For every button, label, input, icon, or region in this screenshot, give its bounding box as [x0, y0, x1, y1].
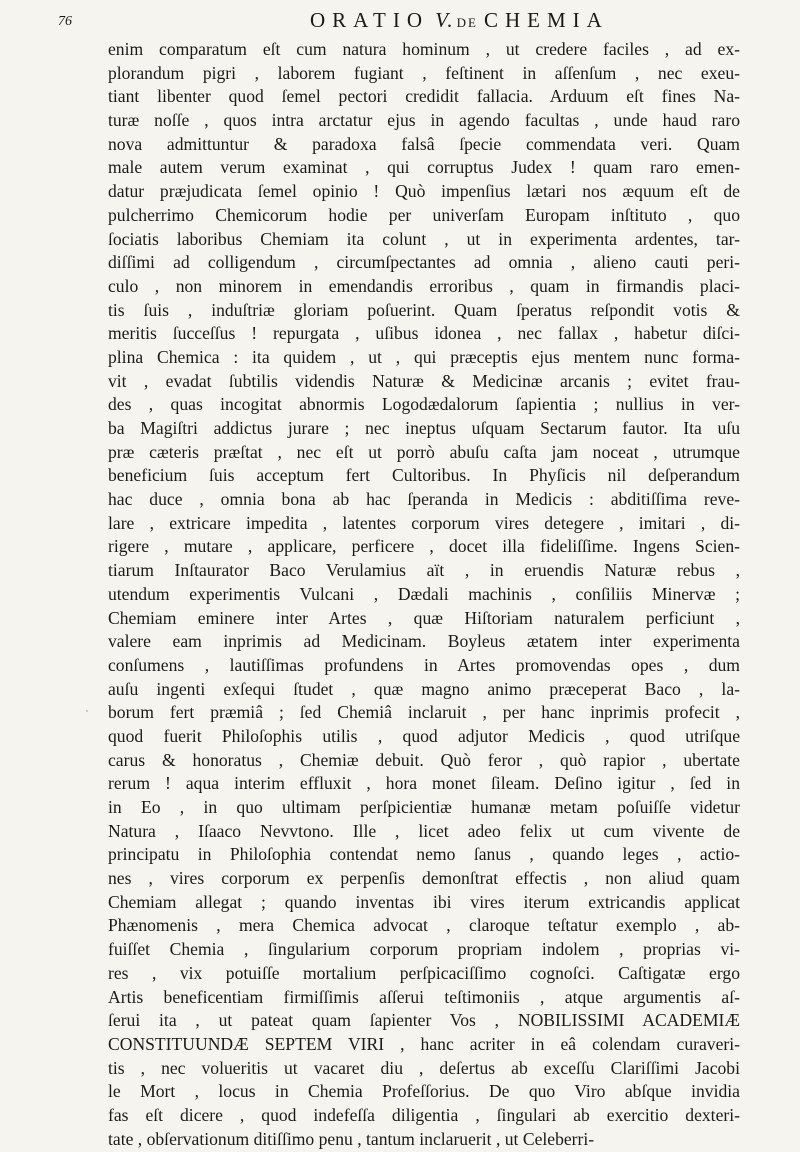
text-line: plina Chemica : ita quidem , ut , qui præceptis ejus mentem nunc forma- [108, 346, 740, 367]
text-line: tis , nec volueritis ut vacaret diu , deſertus ab exceſſu Clariſſimi Jacobi [108, 1057, 740, 1078]
text-line: carus & honoratus , Chemiæ debuit. Quò feror , quò rapior , ubertate [108, 749, 740, 770]
text-line: diſſimi ad colligendum , circumſpectantes ad omnia , alieno cauti peri- [108, 252, 740, 273]
text-line: rigere , mutare , applicare, perficere , docet illa fideliſſime. Ingens Scien- [108, 536, 740, 557]
text-line: tiant libenter quod ſemel pectori credidit fallacia. Arduum eſt fines Na- [108, 86, 740, 107]
text-line: fas eſt dicere , quod indefeſſa diligentia , ſingulari ab exercitio dexteri- [108, 1104, 740, 1125]
text-line: conſumens , lautiſſimas profundens in Artes promovendas opes , dum [108, 654, 740, 675]
text-line: tiarum Inſtaurator Baco Verulamius aït , in eruendis Naturæ rebus , [108, 560, 740, 581]
running-title [310, 8, 609, 33]
text-line: hac duce , omnia bona ab hac ſperanda in Medicis : abditiſſima reve- [108, 489, 740, 510]
text-line: Artis beneficentiam firmiſſimis aſſerui teſtimoniis , atque argumentis aſ- [108, 986, 740, 1007]
text-line: valere eam inprimis ad Medicinam. Boyleus ætatem inter experimenta [108, 631, 740, 652]
text-line: fuiſſet Chemia , ſingularium corporum propriam indolem , proprias vi- [108, 939, 740, 960]
text-line: lare , extricare impedita , latentes corporum vires detegere , imitari , di- [108, 512, 740, 533]
title-numeral: V. [435, 8, 455, 32]
text-line: beneficium ſuis acceptum fert Cultoribus. In Phyſicis nil deſperandum [108, 465, 740, 486]
text-line: borum fert præmiâ ; ſed Chemiâ inclaruit , per hanc inprimis profecit , [108, 702, 740, 723]
text-line: ba Magiſtri addictus jurare ; nec ineptus uſquam Sectarum fautor. Ita uſu [108, 418, 740, 438]
text-line: enim comparatum eſt cum natura hominum , ut credere faciles , ad ex- [108, 39, 740, 59]
text-line: principatu in Philoſophia contendat nemo ſanus , quando leges , actio- [108, 844, 740, 865]
text-line: utendum experimentis Vulcani , Dædali machinis , conſiliis Minervæ ; [108, 583, 740, 604]
text-line: des , quas incogitat abnormis Logodædalorum ſapientia ; nullius in ver- [108, 394, 740, 415]
text-line: auſu ingenti exſequi ſtudet , quæ magno animo præceperat Baco , la- [108, 678, 740, 699]
running-header [58, 8, 758, 36]
text-line: pulcherrimo Chemicorum hodie per univerſam Europam inſtituto , quo [108, 204, 740, 225]
text-line: præ cæteris præſtat , nec eſt ut porrò abuſu caſta jam noceat , utrumque [108, 441, 740, 462]
text-line: datur præjudicata ſemel opinio ! Quò impenſius lætari nos æquum eſt de [108, 181, 740, 202]
text-line: Natura , Iſaaco Nevvtono. Ille , licet adeo felix ut cum vivente de [108, 820, 740, 841]
text-line: le Mort , locus in Chemia Profeſſorius. De quo Viro abſque invidia [108, 1081, 740, 1102]
title-oratio: ORATIO [310, 8, 429, 32]
text-line: nova admittuntur & paradoxa falsâ ſpecie commendata veri. Quam [108, 133, 740, 154]
text-line: nes , vires corporum ex perpenſis demonſtrat effectis , non aliud quam [108, 868, 740, 889]
text-line: ſerui ita , ut pateat quam ſapienter Vos , NOBILISSIMI ACADEMIÆ [108, 1010, 740, 1031]
text-line: ſociatis laboribus Chemiam ita colunt , ut in experimenta ardentes, tar- [108, 228, 740, 249]
page-number: 76 [58, 14, 72, 29]
text-line: Phænomenis , mera Chemica advocat , claroque teſtatur exemplo , ab- [108, 915, 740, 936]
text-line: male autem verum examinat , qui corruptus Judex ! quam raro emen- [108, 157, 740, 178]
text-line: in Eo , in quo ultimam perſpicientiæ humanæ metam poſuiſſe videtur [108, 797, 740, 817]
title-de: DE [456, 15, 478, 30]
text-line: res , vix potuiſſe mortalium perſpicaciſſimo cognoſci. Caſtigatæ ergo [108, 962, 740, 983]
title-chemia: CHEMIA [483, 8, 609, 32]
text-line: culo , non minorem in emendandis erroribus , quam in firmandis placi- [108, 275, 740, 296]
text-line: tate , obſervationum ditiſſimo penu , tantum inclaruerit , ut Celeberri- [108, 1128, 595, 1149]
text-line: Chemiam eminere inter Artes , quæ Hiſtoriam naturalem perficiunt , [108, 607, 740, 628]
text-line: CONSTITUUNDÆ SEPTEM VIRI , hanc acriter in eâ colendam curaveri- [108, 1033, 740, 1054]
text-line: turæ noſſe , quos intra arctatur ejus in agendo facultas , unde haud raro [108, 110, 740, 131]
text-line: rerum ! aqua interim effluxit , hora monet ſileam. Deſino igitur , ſed in [108, 773, 740, 794]
text-line: meritis ſucceſſus ! repurgata , uſibus idonea , nec fallax , habetur diſci- [108, 323, 740, 344]
paper-speck [86, 710, 88, 712]
text-line: Chemiam allegat ; quando inventas ibi vires iterum extricandis applicat [108, 891, 740, 912]
text-line: vit , evadat ſubtilis videndis Naturæ & Medicinæ arcanis ; evitet frau- [108, 370, 740, 391]
body-text [108, 38, 740, 1151]
text-line: quod fuerit Philoſophis utilis , quod adjutor Medicis , quod utriſque [108, 725, 740, 746]
text-line: plorandum pigri , laborem fugiant , feſtinent in aſſenſum , nec exeu- [108, 62, 740, 83]
text-line: tis ſuis , induſtriæ gloriam poſuerint. Quam ſperatus reſpondit votis & [108, 299, 740, 320]
